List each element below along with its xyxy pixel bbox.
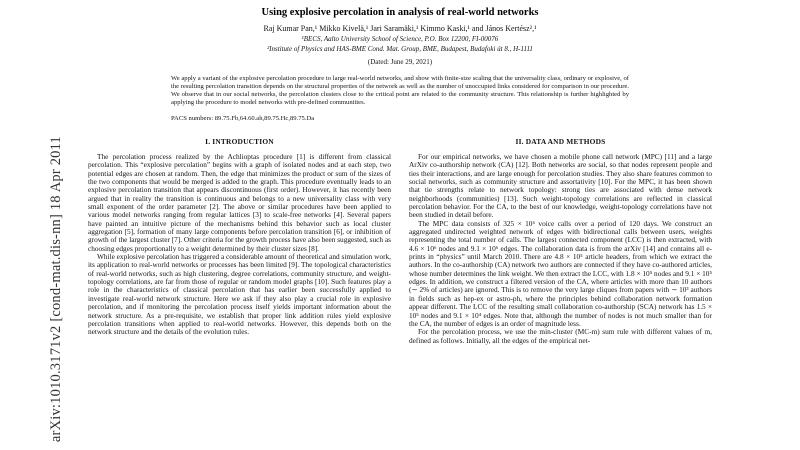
left-column (88, 133, 391, 345)
dated-line: (Dated: June 29, 2021) (367, 58, 433, 66)
paper-header (0, 0, 800, 66)
abstract-text: We apply a variant of the explosive percolation procedure to large real-world networks, and show with finite-size scaling that the universality class, ordinary or explosive, of the resulting percolation transition depends on the structural properties of the network as well as the number of unoccupied links considered for comparison in our procedure. We observe that in our social networks, the percolation clusters close to the critical point are related to the community structure. This relationship is further highlighted by applying the procedure to model networks with pre-defined communities. (171, 75, 629, 106)
pacs-line: PACS numbers: 89.75.Fb,64.60.ah,89.75.Hc,89.75.Da (171, 114, 315, 122)
right-column (409, 133, 712, 345)
authors-line: Raj Kumar Pan,¹ Mikko Kivelä,¹ Jari Saramäki,¹ Kimmo Kaski,¹ and János Kertész²,¹ (263, 24, 537, 33)
data-paragraph-3: For the percolation process, we use the min-cluster (MC-m) sum rule with different values of m, defined as follows. Initially, all the edges of the empirical net- (409, 327, 712, 345)
section-heading-introduction: I. INTRODUCTION (205, 136, 274, 146)
two-column-body (0, 133, 800, 345)
intro-paragraph-2: While explosive percolation has triggered a considerable amount of theoretical and simulation work, its application to real-world networks or processes has been limited [9]. The topological characteristics of real-world networks, such as high clustering, degree correlations, community structure, and weight-topology correlations, are far from those of regular or random model graphs [10]. Such features play a role in the characteristics of classical percolation that has earlier been successfully applied to investigate real-world network structure. Here we ask if they also play a crucial role in explosive percolation, and if monitoring the percolation process itself yields important information about the network structure. As a pre-requisite, we establish that proper link addition rules yield explosive percolation transitions when applied to real-world networks. However, this depends both on the network structure and the details of the evolution rules. (88, 252, 391, 337)
paper-title: Using explosive percolation in analysis of real-world networks (261, 7, 539, 18)
data-paragraph-1: For our empirical networks, we have chosen a mobile phone call network (MPC) [11] and a large ArXiv co-authorship network (CA) [12]. Both networks are social, so that nodes represent people and ties their interactions, and are large enough for percolation studies. They also share features common to social networks, such as community structure and assortativity [10]. For the MPC, it has been shown that tie strengths relate to network topology: strong ties are associated with dense network neighborhoods (communities) [13]. Such weight-topology correlations are reflected in classical percolation behavior. For the CA, to the best of our knowledge, weight-topology correlations have not been studied in detail before. (409, 151, 712, 220)
affiliation-1: ¹BECS, Aalto University School of Science, P.O. Box 12200, FI-00076 (301, 35, 499, 43)
data-paragraph-2: The MPC data consists of 325 × 10⁶ voice calls over a period of 120 days. We construct an aggregated undirected weighted network of edges with bidirectional calls between users, weights representing the total number of calls. The largest connected component (LCC) is then extracted, with 4.6 × 10⁶ nodes and 9.1 × 10⁶ edges. The collaboration data is from the arXiv [14] and contains all e-prints in “physics” until March 2010. There are 4.8 × 10⁵ article headers, from which we extract the authors. In the co-authorship (CA) network two authors are connected if they have co-authored articles, whose number determines the link weight. We then extract the LCC, with 1.8 × 10⁵ nodes and 9.1 × 10⁵ edges. In addition, we construct a filtered version of the CA, where articles with more than 10 authors (∼ 2% of articles) are ignored. This is to remove the very large cliques from papers with ∼ 10³ authors in fields such as hep-ex or astro-ph, where the principles behind collaboration network formation appear different. The LCC of the resulting small collaboration co-authorship (SCA) network has 1.5 × 10⁵ nodes and 9.1 × 10⁴ edges. Note that, although the number of nodes is not much smaller than for the CA, the number of edges is an order of magnitude less. (409, 218, 712, 328)
arxiv-watermark: arXiv:1010.3171v2 [cond-mat.dis-nn] 18 Apr 2011 (48, 136, 64, 443)
affiliation-2: ²Institute of Physics and HAS-BME Cond. Mat. Group, BME, Budapest, Budafoki út 8., H-1111 (267, 45, 533, 53)
section-heading-data-and-methods: II. DATA AND METHODS (515, 136, 606, 146)
intro-paragraph-1: The percolation process realized by the Achlioptas procedure [1] is different from classical percolation. This “explosive percolation” begins with a graph of isolated nodes and at each step, two potential edges are chosen at random. Then, the edge that minimizes the product or sum of the sizes of the two components that would be merged is added to the graph. This procedure eventually leads to an explosive percolation transition that appears discontinuous (first order). However, it has recently been argued that in reality the transition is continuous and belongs to a new universality class with very small exponent of the order parameter [2]. The above or similar procedures have been applied to various model networks ranging from regular lattices [3] to scale-free networks [4]. Several papers have painted an intuitive picture of the mechanisms behind this behavior such as local cluster aggregation [5], formation of many large components before percolation transition [6], or inhibition of growth of the largest cluster [7]. Other criteria for the growth process have also been suggested, such as choosing edges proportionally to a weight determined by their cluster sizes [8]. (88, 151, 391, 253)
